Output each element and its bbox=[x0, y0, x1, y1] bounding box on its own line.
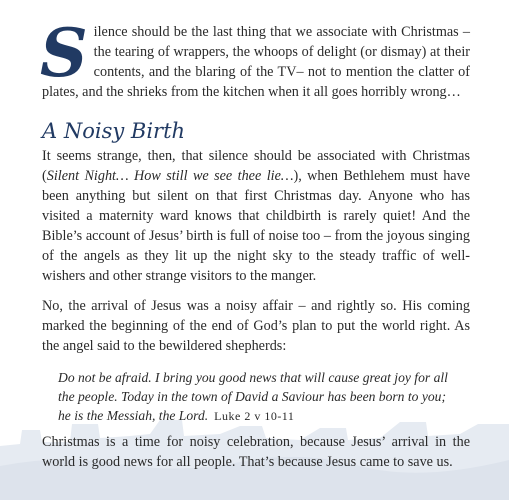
body-paragraph-3: No, the arrival of Jesus was a noisy affair – and rightly so. His coming marked the beginning of the end of God’s plan to put the world right. As the angel said to the bewildered shepherds: bbox=[42, 298, 470, 354]
closing-paragraph: Christmas is a time for noisy celebration, because Jesus’ arrival in the world is good news for all people. That’s because Jesus came to save us. bbox=[42, 434, 470, 470]
para2-text-end: ), when Bethlehem must have been anything but silent on that first Christmas day. Anyone who has visited a maternity ward knows that childbirth is rarely quiet! And the Bible’s account of Jesus’ birth is full of noise too – from the joyous singing of the angels as they lit up the night sky to the steady traffic of well-wishers and other strange visitors to the manger. bbox=[42, 168, 470, 284]
para2-text-start: It seems strange, then, that silence should be associated with Christmas ( bbox=[42, 148, 470, 184]
drop-cap: S bbox=[40, 14, 88, 92]
intro-text: ilence should be the last thing that we associate with Christmas – the tearing of wrappers, the whoops of delight (or dismay) at their contents, and the blaring of the TV– not to mention the clatter of plates, and the shrieks from the kitchen when it all goes horribly wrong… bbox=[42, 24, 470, 100]
quote-text: Do not be afraid. I bring you good news that will cause great joy for all the people. Today in the town of David a Saviour has been born to you; he is the Messiah, the Lord. bbox=[58, 370, 448, 423]
quote-reference: Luke 2 v 10-11 bbox=[214, 409, 295, 423]
article-body bbox=[40, 14, 470, 426]
carol-lyric: Silent Night… How still we see thee lie… bbox=[46, 168, 294, 184]
intro-paragraph bbox=[40, 14, 470, 102]
body-paragraph-2 bbox=[42, 146, 470, 286]
section-heading: A Noisy Birth bbox=[42, 119, 186, 143]
